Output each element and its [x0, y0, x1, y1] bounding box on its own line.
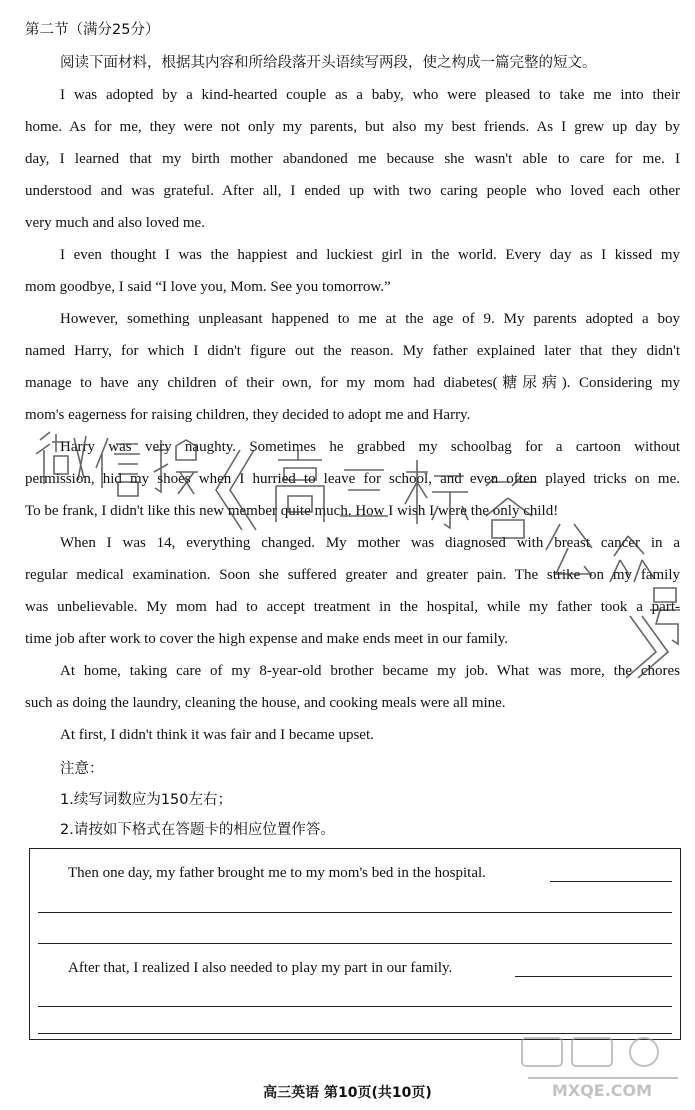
section-instruction: 阅读下面材料，根据其内容和所给段落开头语续写两段，使之构成一篇完整的短文。 [60, 55, 597, 71]
notes-item-2: 2.请按如下格式在答题卡的相应位置作答。 [60, 822, 335, 838]
passage-line: manage to have any children of their own, for my mom had diabetes(糖尿病). Considering my [25, 375, 680, 391]
writing-line[interactable] [38, 943, 672, 944]
paragraph-prompt-1: Then one day, my father brought me to my mom's bed in the hospital. [68, 865, 486, 881]
passage-line: mom goodbye, I said “I love you, Mom. See you tomorrow.” [25, 279, 391, 295]
writing-line[interactable] [550, 881, 672, 882]
passage-line: day, I learned that my birth mother abandoned me because she wasn't able to care for me. I [25, 151, 680, 167]
passage-line: time job after work to cover the high expense and make ends meet in our family. [25, 631, 509, 647]
passage-line: regular medical examination. Soon she suffered greater and greater pain. The strike on my family [25, 567, 680, 583]
passage-line: When I was 14, everything changed. My mother was diagnosed with breast cancer in a [60, 535, 680, 551]
passage-line: very much and also loved me. [25, 215, 205, 231]
passage-line: was unbelievable. My mom had to accept treatment in the hospital, while my father took a part- [25, 599, 680, 615]
passage-line: understood and was grateful. After all, I ended up with two caring people who loved each other [25, 183, 680, 199]
passage-line: home. As for me, they were not only my parents, but also my best friends. As I grew up day by [25, 119, 680, 135]
answer-box [29, 848, 681, 1040]
svg-text:MXQE.COM: MXQE.COM [551, 1081, 653, 1100]
notes-title: 注意： [60, 761, 104, 777]
passage-line: At first, I didn't think it was fair and I became upset. [60, 727, 374, 743]
passage-line: I even thought I was the happiest and luckiest girl in the world. Every day as I kissed my [60, 247, 680, 263]
writing-line[interactable] [38, 1006, 672, 1007]
passage-line: Harry was very naughty. Sometimes he grabbed my schoolbag for a cartoon without [60, 439, 680, 455]
writing-line[interactable] [38, 1033, 672, 1034]
writing-line[interactable] [38, 912, 672, 913]
notes-item-1: 1.续写词数应为150左右； [60, 792, 233, 808]
section-heading: 第二节（满分25分） [25, 22, 160, 38]
page-footer: 高三英语 第10页(共10页) [263, 1085, 432, 1101]
passage-line: permission, hid my shoes when I hurried to leave for school, and even often played tricks on me. [25, 471, 680, 487]
paragraph-prompt-2: After that, I realized I also needed to play my part in our family. [68, 960, 453, 976]
passage-line: mom's eagerness for raising children, they decided to adopt me and Harry. [25, 407, 471, 423]
passage-line: At home, taking care of my 8-year-old brother became my job. What was more, the chores [60, 663, 680, 679]
passage-line: such as doing the laundry, cleaning the house, and cooking meals were all mine. [25, 695, 506, 711]
writing-line[interactable] [515, 976, 672, 977]
passage-line: I was adopted by a kind-hearted couple as a baby, who were pleased to take me into their [60, 87, 680, 103]
passage-line: named Harry, for which I didn't figure out the reason. My father explained later that they didn't [25, 343, 680, 359]
passage-line: To be frank, I didn't like this new member quite much. How I wish I were the only child! [25, 503, 559, 519]
passage-line: However, something unpleasant happened to me at the age of 9. My parents adopted a boy [60, 311, 680, 327]
